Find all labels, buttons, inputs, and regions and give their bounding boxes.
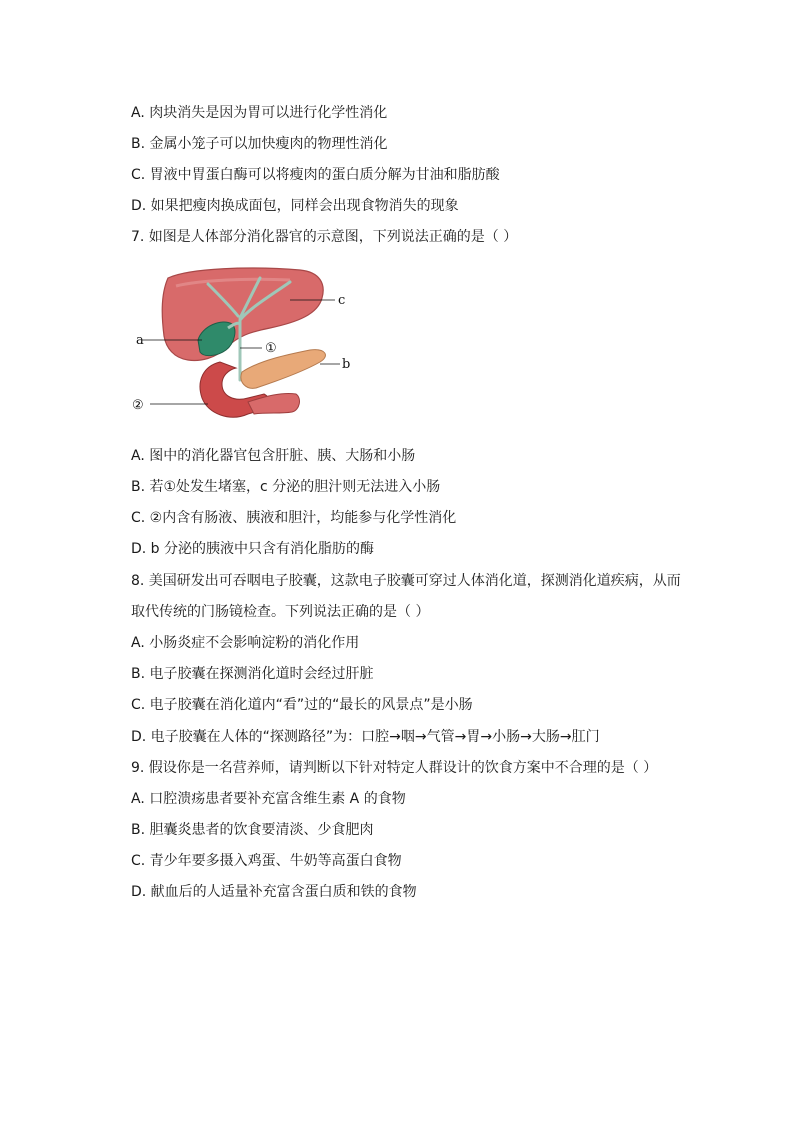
q7-option-c: C. ②内含有肠液、胰液和胆汁，均能参与化学性消化 (131, 510, 457, 526)
q9-stem: 9. 假设你是一名营养师，请判断以下针对特定人群设计的饮食方案中不合理的是（ ） (131, 760, 658, 776)
label-one: ① (265, 341, 277, 356)
q9-option-d: D. 献血后的人适量补充富含蛋白质和铁的食物 (131, 884, 417, 900)
label-two: ② (132, 398, 144, 413)
label-c: c (338, 293, 346, 308)
q9-option-a: A. 口腔溃疡患者要补充富含维生素 A 的食物 (131, 791, 406, 807)
q7-stem: 7. 如图是人体部分消化器官的示意图，下列说法正确的是（ ） (131, 229, 518, 245)
q8-option-d: D. 电子胶囊在人体的“探测路径”为：口腔→咽→气管→胃→小肠→大肠→肛门 (131, 729, 600, 745)
q6-option-d: D. 如果把瘦肉换成面包，同样会出现食物消失的现象 (131, 198, 459, 214)
q8-option-a: A. 小肠炎症不会影响淀粉的消化作用 (131, 635, 360, 651)
label-a: a (136, 333, 144, 348)
q9-option-b: B. 胆囊炎患者的饮食要清淡、少食肥肉 (131, 822, 374, 838)
q8-stem-line2: 取代传统的门肠镜检查。下列说法正确的是（ ） (131, 604, 430, 620)
q8-stem-line1: 8. 美国研发出可吞咽电子胶囊，这款电子胶囊可穿过人体消化道，探测消化道疾病，从而 (131, 573, 681, 589)
q9-option-c: C. 青少年要多摄入鸡蛋、牛奶等高蛋白食物 (131, 853, 402, 869)
q6-option-c: C. 胃液中胃蛋白酶可以将瘦肉的蛋白质分解为甘油和脂肪酸 (131, 167, 500, 183)
q7-option-b: B. 若①处发生堵塞，c 分泌的胆汁则无法进入小肠 (131, 479, 441, 495)
q7-option-a: A. 图中的消化器官包含肝脏、胰、大肠和小肠 (131, 448, 416, 464)
q6-option-b: B. 金属小笼子可以加快瘦肉的物理性消化 (131, 136, 388, 152)
q6-option-a: A. 肉块消失是因为胃可以进行化学性消化 (131, 105, 388, 121)
digestive-organs-figure (130, 262, 360, 432)
q8-option-c: C. 电子胶囊在消化道内“看”过的“最长的风景点”是小肠 (131, 697, 473, 713)
pancreas-illustration (241, 350, 326, 389)
label-b: b (342, 357, 351, 372)
q7-option-d: D. b 分泌的胰液中只含有消化脂肪的酶 (131, 541, 375, 557)
q8-option-b: B. 电子胶囊在探测消化道时会经过肝脏 (131, 666, 374, 682)
